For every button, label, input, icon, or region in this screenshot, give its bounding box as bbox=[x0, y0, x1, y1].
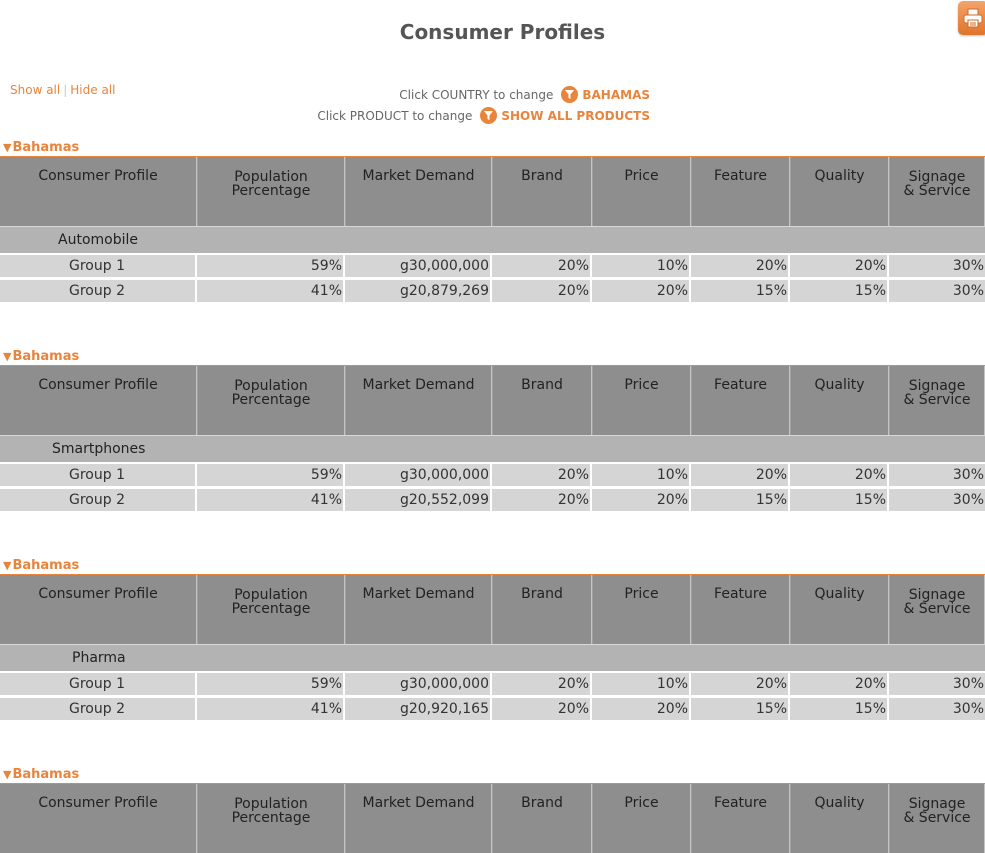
category-row bbox=[0, 644, 985, 671]
table-cell: 20% bbox=[592, 277, 691, 302]
profile-table bbox=[0, 783, 985, 853]
table-cell: 20% bbox=[592, 695, 691, 720]
table-cell: 30% bbox=[889, 462, 985, 486]
table-cell: 20% bbox=[691, 462, 790, 486]
column-header: Feature bbox=[691, 366, 790, 435]
column-header: Population Percentage bbox=[197, 575, 345, 644]
table-cell: Group 1 bbox=[0, 253, 197, 277]
column-header: Brand bbox=[492, 366, 592, 435]
filter-icon[interactable] bbox=[480, 107, 497, 124]
column-header: Market Demand bbox=[345, 157, 492, 226]
column-header: Signage & Service bbox=[889, 784, 985, 853]
section-toggle[interactable] bbox=[0, 557, 985, 573]
table-cell: 30% bbox=[889, 486, 985, 511]
table-cell: 41% bbox=[197, 695, 345, 720]
column-header: Price bbox=[592, 366, 691, 435]
table-row bbox=[0, 486, 985, 511]
category-row bbox=[0, 226, 985, 253]
header-row bbox=[0, 784, 985, 853]
header-row bbox=[0, 366, 985, 435]
table-cell: 41% bbox=[197, 486, 345, 511]
product-name: Smartphones bbox=[0, 435, 985, 462]
table-row bbox=[0, 277, 985, 302]
table-cell: 20% bbox=[691, 671, 790, 695]
table-cell: 59% bbox=[197, 462, 345, 486]
product-name: Automobile bbox=[0, 226, 985, 253]
table-row bbox=[0, 695, 985, 720]
table-cell: 30% bbox=[889, 671, 985, 695]
profile-table bbox=[0, 574, 985, 720]
column-header: Brand bbox=[492, 575, 592, 644]
column-header: Consumer Profile bbox=[0, 157, 197, 226]
country-filter-value[interactable]: BAHAMAS bbox=[582, 87, 650, 102]
table-cell: 41% bbox=[197, 277, 345, 302]
table-cell: 20% bbox=[492, 462, 592, 486]
product-filter-value[interactable]: SHOW ALL PRODUCTS bbox=[501, 108, 650, 123]
table-cell: 20% bbox=[492, 253, 592, 277]
table-cell: 15% bbox=[790, 486, 889, 511]
page-title: Consumer Profiles bbox=[399, 20, 606, 44]
section-country: Bahamas bbox=[12, 557, 80, 573]
table-cell: g30,000,000 bbox=[345, 253, 492, 277]
category-row bbox=[0, 435, 985, 462]
table-cell: Group 2 bbox=[0, 486, 197, 511]
collapse-triangle-icon: ▼ bbox=[3, 349, 12, 363]
column-header: Brand bbox=[492, 157, 592, 226]
table-cell: Group 1 bbox=[0, 462, 197, 486]
table-cell: 30% bbox=[889, 253, 985, 277]
column-header: Price bbox=[592, 157, 691, 226]
printer-icon bbox=[962, 7, 984, 29]
table-cell: 20% bbox=[492, 695, 592, 720]
table-cell: 20% bbox=[492, 671, 592, 695]
collapse-triangle-icon: ▼ bbox=[3, 140, 12, 154]
column-header: Feature bbox=[691, 784, 790, 853]
table-cell: g30,000,000 bbox=[345, 462, 492, 486]
table-cell: 20% bbox=[492, 486, 592, 511]
table-cell: 30% bbox=[889, 695, 985, 720]
country-filter bbox=[399, 86, 650, 103]
table-cell: 10% bbox=[592, 462, 691, 486]
product-filter bbox=[317, 107, 650, 124]
profile-section bbox=[0, 139, 985, 302]
column-header: Brand bbox=[492, 784, 592, 853]
table-cell: g20,920,165 bbox=[345, 695, 492, 720]
show-all-link[interactable]: Show all bbox=[10, 83, 61, 97]
column-header: Price bbox=[592, 575, 691, 644]
table-cell: 10% bbox=[592, 671, 691, 695]
table-cell: 20% bbox=[492, 277, 592, 302]
column-header: Feature bbox=[691, 157, 790, 226]
table-cell: 15% bbox=[691, 695, 790, 720]
profile-section bbox=[0, 557, 985, 720]
column-header: Consumer Profile bbox=[0, 366, 197, 435]
hide-all-link[interactable]: Hide all bbox=[70, 83, 116, 97]
column-header: Signage & Service bbox=[889, 157, 985, 226]
table-cell: Group 1 bbox=[0, 671, 197, 695]
product-filter-prompt: Click PRODUCT to change bbox=[317, 108, 473, 123]
column-header: Population Percentage bbox=[197, 784, 345, 853]
table-cell: 10% bbox=[592, 253, 691, 277]
table-cell: Group 2 bbox=[0, 277, 197, 302]
section-toggle[interactable] bbox=[0, 348, 985, 364]
column-header: Consumer Profile bbox=[0, 575, 197, 644]
column-header: Market Demand bbox=[345, 575, 492, 644]
collapse-triangle-icon: ▼ bbox=[3, 558, 12, 572]
column-header: Consumer Profile bbox=[0, 784, 197, 853]
table-cell: 20% bbox=[790, 462, 889, 486]
filter-icon[interactable] bbox=[561, 86, 578, 103]
product-name: Pharma bbox=[0, 644, 985, 671]
table-cell: Group 2 bbox=[0, 695, 197, 720]
section-toggle[interactable] bbox=[0, 139, 985, 155]
table-cell: 15% bbox=[790, 277, 889, 302]
toggle-links bbox=[10, 83, 115, 97]
table-row bbox=[0, 671, 985, 695]
table-cell: 15% bbox=[691, 277, 790, 302]
table-cell: 20% bbox=[691, 253, 790, 277]
table-row bbox=[0, 462, 985, 486]
column-header: Population Percentage bbox=[197, 366, 345, 435]
table-cell: g20,879,269 bbox=[345, 277, 492, 302]
table-cell: 20% bbox=[592, 486, 691, 511]
table-cell: 20% bbox=[790, 671, 889, 695]
section-country: Bahamas bbox=[12, 348, 80, 364]
section-country: Bahamas bbox=[12, 139, 80, 155]
column-header: Market Demand bbox=[345, 366, 492, 435]
table-cell: 59% bbox=[197, 253, 345, 277]
column-header: Quality bbox=[790, 157, 889, 226]
column-header: Quality bbox=[790, 575, 889, 644]
header-row bbox=[0, 157, 985, 226]
profile-table bbox=[0, 156, 985, 302]
print-button[interactable] bbox=[958, 1, 985, 35]
collapse-triangle-icon: ▼ bbox=[3, 767, 12, 781]
table-cell: 15% bbox=[691, 486, 790, 511]
separator: | bbox=[63, 83, 68, 97]
column-header: Price bbox=[592, 784, 691, 853]
section-toggle[interactable] bbox=[0, 766, 985, 782]
table-cell: g20,552,099 bbox=[345, 486, 492, 511]
country-filter-prompt: Click COUNTRY to change bbox=[399, 87, 554, 102]
column-header: Quality bbox=[790, 784, 889, 853]
profile-section bbox=[0, 766, 985, 853]
header-row bbox=[0, 575, 985, 644]
column-header: Population Percentage bbox=[197, 157, 345, 226]
section-country: Bahamas bbox=[12, 766, 80, 782]
column-header: Feature bbox=[691, 575, 790, 644]
table-row bbox=[0, 253, 985, 277]
column-header: Quality bbox=[790, 366, 889, 435]
table-cell: 20% bbox=[790, 253, 889, 277]
column-header: Signage & Service bbox=[889, 575, 985, 644]
column-header: Market Demand bbox=[345, 784, 492, 853]
column-header: Signage & Service bbox=[889, 366, 985, 435]
profile-table bbox=[0, 365, 985, 511]
table-cell: g30,000,000 bbox=[345, 671, 492, 695]
table-cell: 59% bbox=[197, 671, 345, 695]
table-cell: 30% bbox=[889, 277, 985, 302]
table-cell: 15% bbox=[790, 695, 889, 720]
profile-section bbox=[0, 348, 985, 511]
